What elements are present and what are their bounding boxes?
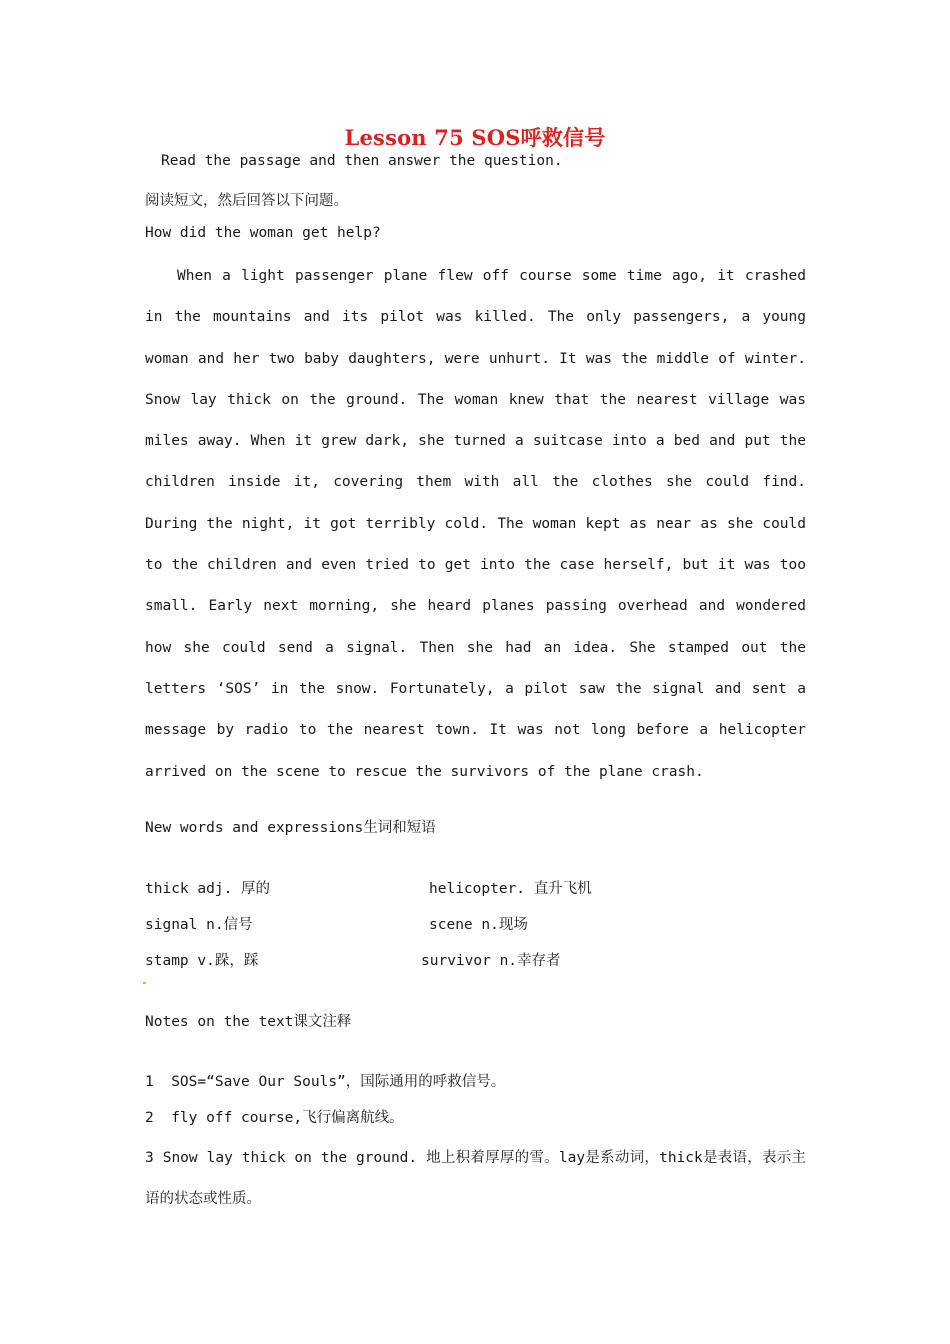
instruction-chinese: 阅读短文，然后回答以下问题。 — [145, 193, 348, 209]
note-item-3: 3 Snow lay thick on the ground. 地上积着厚厚的雪。lay是系动词，thick是表语，表示主语的状态或性质。 — [145, 1150, 807, 1207]
note-item-1: 1 SOS=“Save Our Souls”，国际通用的呼救信号。 — [145, 1074, 506, 1090]
vocab-item-helicopter: helicopter. 直升飞机 — [429, 881, 592, 897]
question: How did the woman get help? — [145, 225, 381, 241]
vocab-item-stamp: stamp v.跺，踩 — [145, 953, 259, 969]
reading-passage: When a light passenger plane flew off course some time ago, it crashed in the mountains and its pilot was killed. The only passengers, a young woman and her two baby daughters, were unhurt. It was the middle of winter. Snow lay thick on the ground. The woman knew that the nearest village was miles away. When it grew dark, she turned a suitcase into a bed and put the children inside it, covering them with all the clothes she could find. During the night, it got terribly cold. The woman kept as near as she could to the children and even tried to get into the case herself, but it was too small. Early next morning, she heard planes passing overhead and wondered how she could send a signal. Then she had an idea. She stamped out the letters ‘SOS’ in the snow. Fortunately, a pilot saw the signal and sent a message by radio to the nearest town. It was not long before a helicopter arrived on the scene to rescue the survivors of the plane crash. — [145, 268, 806, 780]
vocab-item-signal: signal n.信号 — [145, 917, 253, 933]
note-item-2: 2 fly off course,飞行偏离航线。 — [145, 1110, 404, 1126]
vocab-item-survivor: survivor n.幸存者 — [421, 953, 561, 969]
lesson-title: Lesson 75 SOS呼救信号 — [344, 125, 606, 150]
vocab-item-scene: scene n.现场 — [429, 917, 528, 933]
instruction-english: Read the passage and then answer the question. — [161, 153, 563, 169]
vocab-heading: New words and expressions生词和短语 — [145, 820, 436, 836]
stray-mark — [143, 982, 146, 984]
notes-heading: Notes on the text课文注释 — [145, 1014, 352, 1030]
vocab-item-thick: thick adj. 厚的 — [145, 881, 271, 897]
